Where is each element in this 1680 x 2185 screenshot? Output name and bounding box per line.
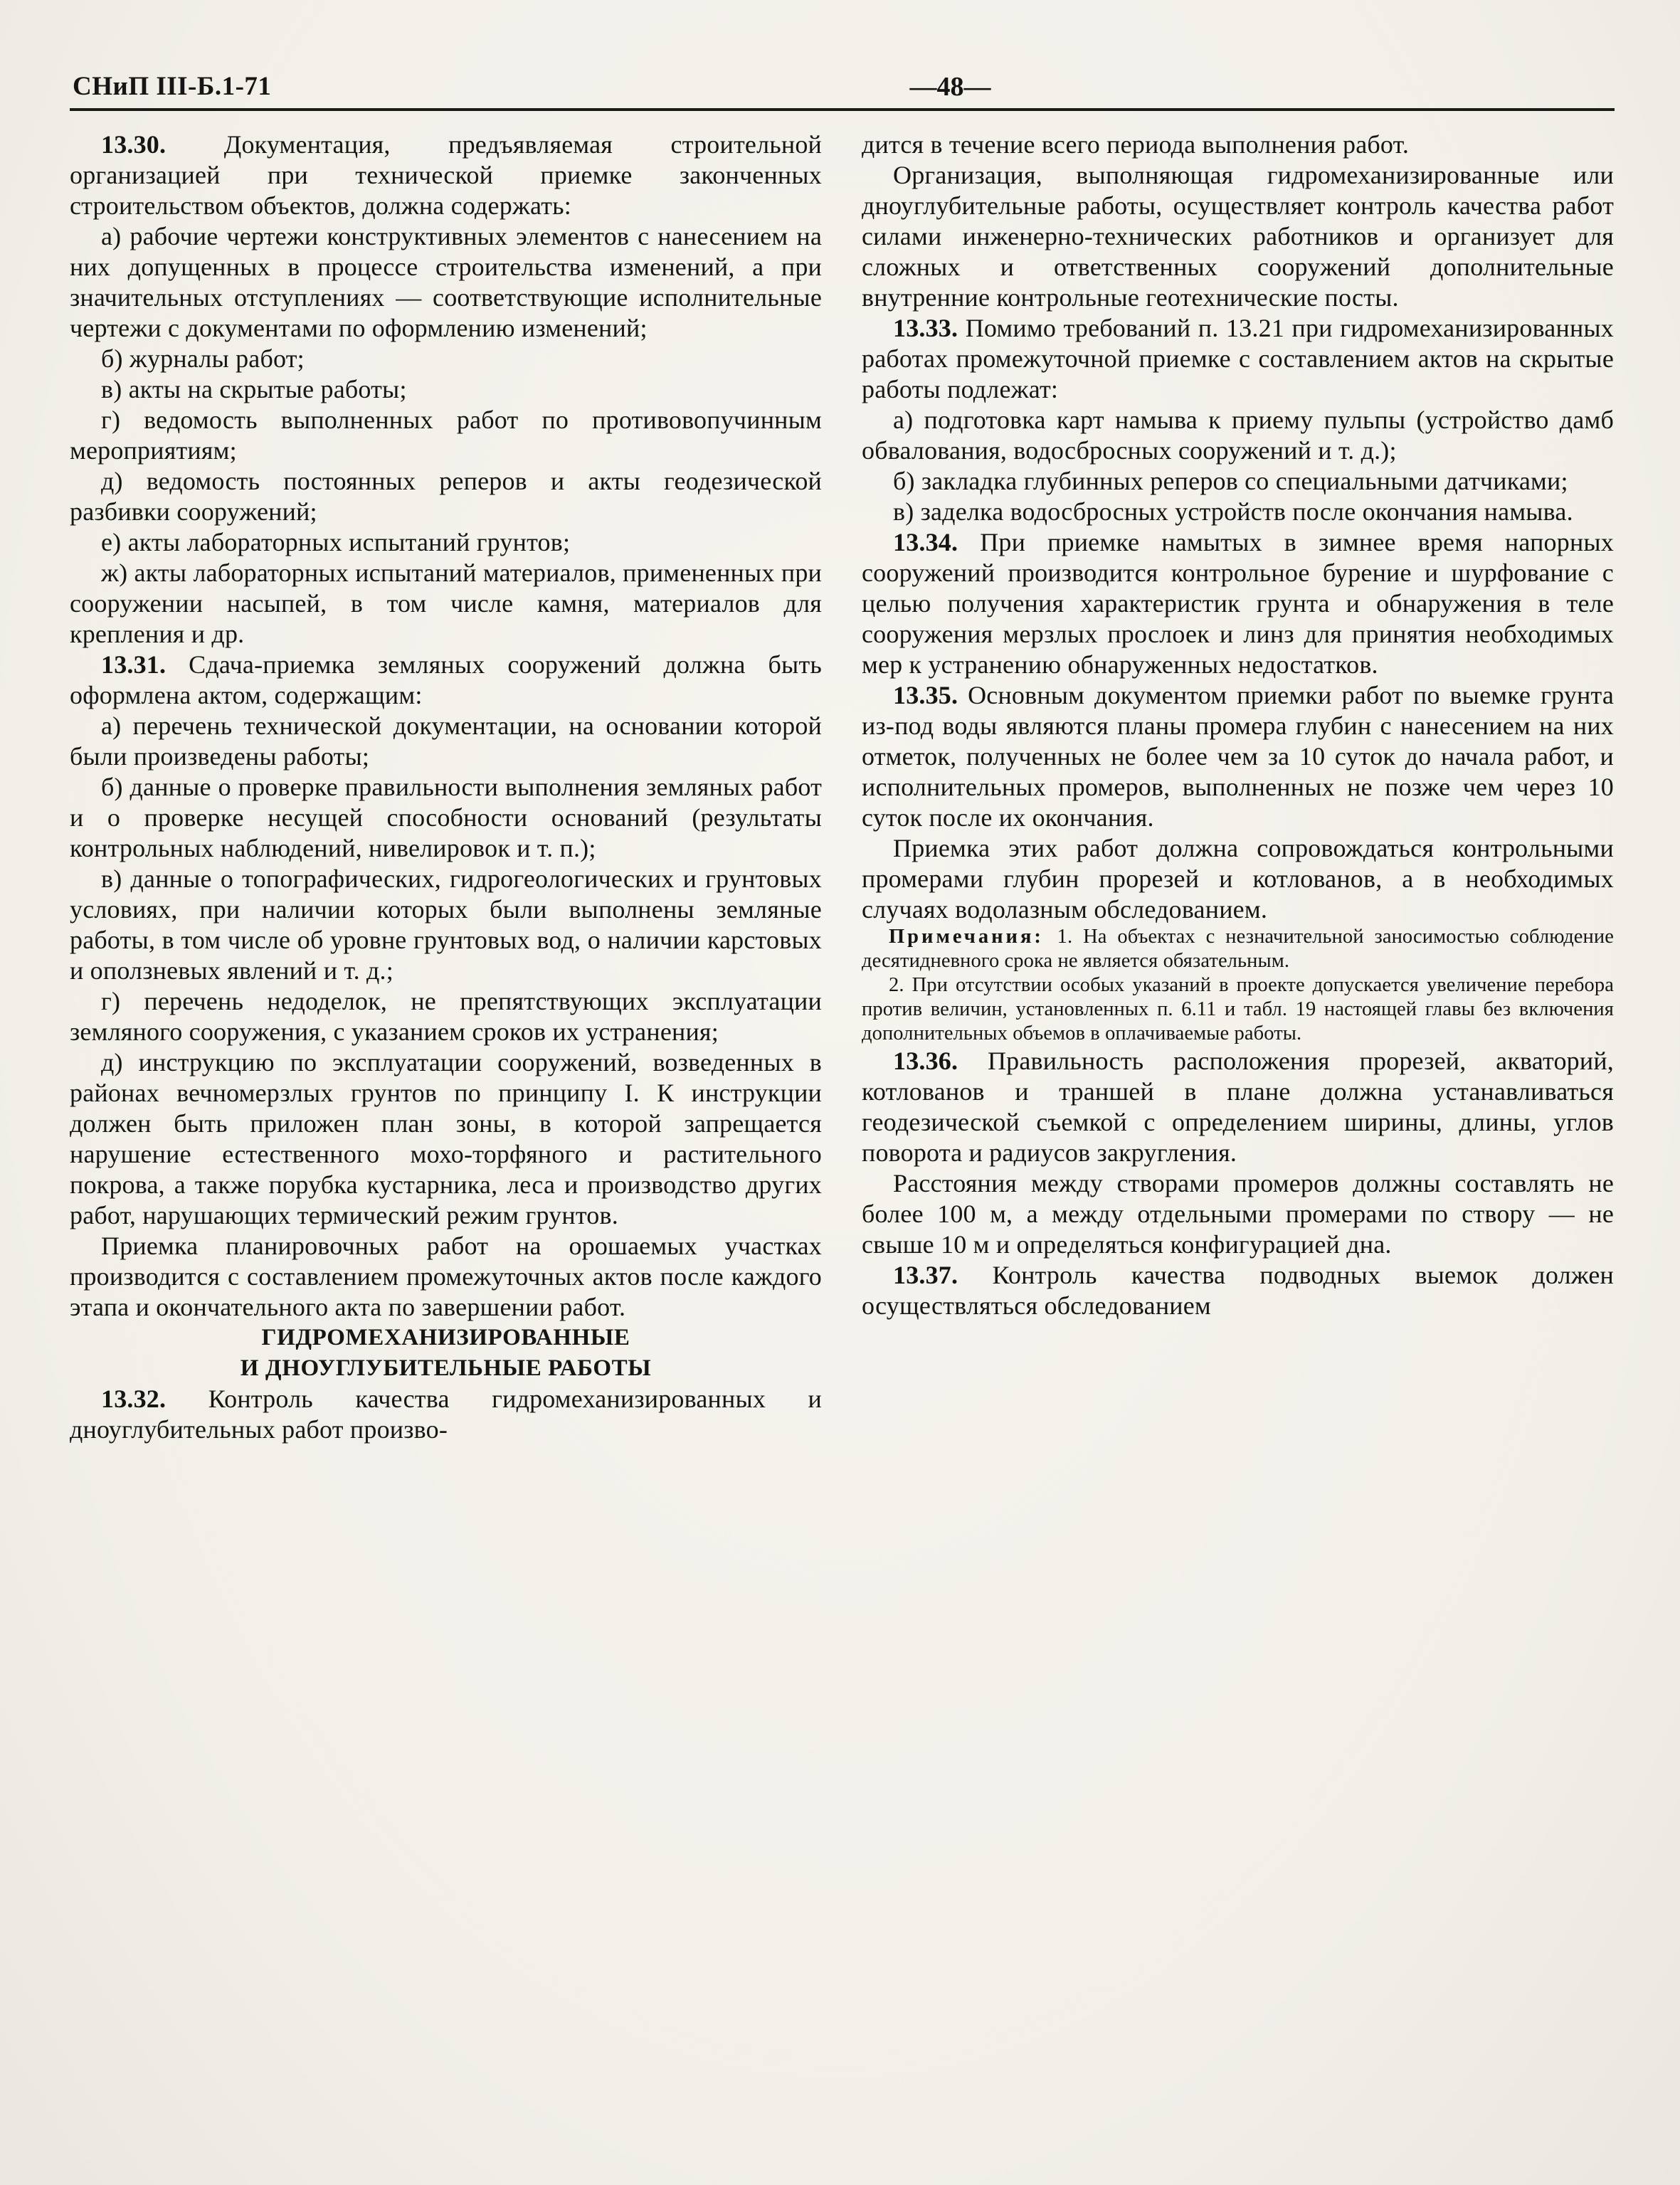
paragraph: в) данные о топографических, гидрогеологических и грунтовых условиях, при наличии которых были выполнены земляные работы, в том числе об уровне грунтовых вод, о наличии карстовых и оползневых явлений и т. д.; [70,864,822,985]
page-header [70,71,1615,111]
clause-number: 13.30. [101,130,224,159]
paragraph: 13.34. При приемке намытых в зимнее время напорных сооружений производится контрольное бурение и шурфование с целью получения характеристик грунта и обнаружения в теле сооружения мерзлых прослоек и линз для принятия необходимых мер к устранению обнаруженных недостатков. [862,528,1615,679]
paragraph: б) закладка глубинных реперов со специальными датчиками; [893,467,1568,495]
paragraph: а) рабочие чертежи конструктивных элементов с нанесением на них допущенных в процессе строительства изменений, а при значительных отступлениях — соответствующие исполнительные чертежи с документами по оформлению изменений; [70,222,822,342]
paragraph: е) акты лабораторных испытаний грунтов; [101,528,571,556]
section-heading [70,1323,822,1384]
paragraph: г) ведомость выполненных работ по противовопучинным мероприятиям; [70,406,822,465]
paragraph: б) журналы работ; [101,344,305,373]
document-code: СНиП III-Б.1-71 [73,72,272,101]
paragraph: 13.31. Сдача-приемка земляных сооружений должна быть оформлена актом, содержащим: [70,650,822,709]
paragraph: б) данные о проверке правильности выполнения земляных работ и о проверке несущей способности оснований (результаты контрольных наблюдений, нивелировок и т. п.); [70,773,822,862]
paragraph: а) перечень технической документации, на основании которой были произведены работы; [70,711,822,771]
paragraph: г) перечень недоделок, не препятствующих эксплуатации земляного сооружения, с указанием сроков их устранения; [70,987,822,1046]
section-heading-line: ГИДРОМЕХАНИЗИРОВАННЫЕ [261,1325,630,1350]
right-column [862,129,1614,2150]
paragraph: ж) акты лабораторных испытаний материалов, примененных при сооружении насыпей, в том числе камня, материалов для крепления и др. [70,559,822,648]
note-paragraph: Примечания: 1. На объектах с незначительной заносимостью соблюдение десятидневного срока не является обязательным. [862,926,1614,972]
clause-number: 13.35. [893,681,968,709]
note-label: Примечания: [889,926,1057,948]
paragraph: Организация, выполняющая гидромеханизированные или дноуглубительные работы, осуществляет контроль качества работ силами инженерно-технических работников и организует для сложных и ответственных сооружений дополнительные внутренние контрольные геотехнические посты. [862,161,1614,312]
page-number: —48— [909,72,991,102]
paragraph: дится в течение всего периода выполнения работ. [862,130,1410,159]
paragraph: в) заделка водосбросных устройств после окончания намыва. [893,497,1573,526]
paragraph: 13.33. Помимо требований п. 13.21 при гидромеханизированных работах промежуточной приемке с составлением актов на скрытые работы подлежат: [862,314,1614,403]
clause-number: 13.34. [893,528,981,556]
paragraph: д) инструкцию по эксплуатации сооружений, возведенных в районах вечномерзлых грунтов по принципу I. К инструкции должен быть приложен план зоны, в которой запрещается нарушение естественного мохо-торфяного и растительного покрова, а также порубка кустарника, леса и производство других работ, нарушающих термический режим грунтов. [70,1048,822,1229]
clause-number: 13.32. [101,1385,208,1413]
clause-number: 13.36. [893,1047,988,1075]
section-heading-line: И ДНОУГЛУБИТЕЛЬНЫЕ РАБОТЫ [240,1355,652,1381]
left-column [70,129,822,2150]
paragraph: Расстояния между створами промеров должны составлять не более 100 м, а между отдельными промерами по створу — не свыше 10 м и определяться конфигурацией дна. [862,1169,1614,1259]
paragraph: 13.30. Документация, предъявляемая строительной организацией при технической приемке законченных строительством объектов, должна содержать: [70,130,822,220]
note-paragraph: 2. При отсутствии особых указаний в проекте допускается увеличение перебора против величин, установленных п. 6.11 и табл. 19 настоящей главы без включения дополнительных объемов в оплачиваемые работы. [862,974,1614,1044]
paragraph: 13.37. Контроль качества подводных выемок должен осуществляться обследованием [862,1261,1614,1320]
paragraph: Приемка этих работ должна сопровождаться контрольными промерами глубин прорезей и котлованов, а в необходимых случаях водолазным обследованием. [862,834,1614,924]
text-columns [70,129,1615,2150]
paragraph: а) подготовка карт намыва к приему пульпы (устройство дамб обвалования, водосбросных сооружений и т. д.); [862,406,1614,465]
clause-number: 13.31. [101,650,189,679]
paragraph: в) акты на скрытые работы; [101,375,407,403]
paragraph: д) ведомость постоянных реперов и акты геодезической разбивки сооружений; [70,467,822,526]
paragraph: Приемка планировочных работ на орошаемых участках производится с составлением промежуточных актов после каждого этапа и окончательного акта по завершении работ. [70,1232,822,1321]
paragraph: 13.36. Правильность расположения прорезей, акваторий, котлованов и траншей в плане должна устанавливаться геодезической съемкой с определением ширины, длины, углов поворота и радиусов закругления. [862,1047,1615,1167]
clause-number: 13.33. [893,314,966,342]
clause-number: 13.37. [893,1261,993,1289]
paragraph: 13.32. Контроль качества гидромеханизированных и дноуглубительных работ произво- [70,1385,822,1444]
paragraph: 13.35. Основным документом приемки работ по выемке грунта из-под воды являются планы промера глубин с нанесением на них отметок, полученных не более чем за 10 суток до начала работ, и исполнительных промеров, выполненных не позже чем через 10 суток после их окончания. [862,681,1614,832]
